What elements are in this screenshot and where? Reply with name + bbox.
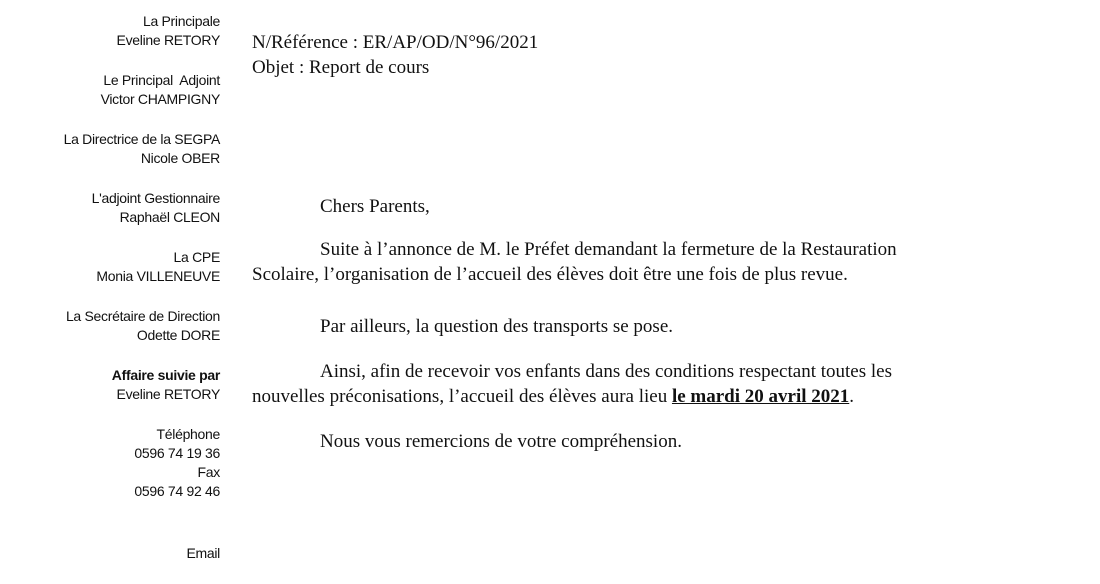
contact-adjoint-gestionnaire xyxy=(0,189,220,227)
paragraph-text: nouvelles préconisations, l’accueil des élèves aura lieu xyxy=(252,386,672,407)
paragraph-text: . xyxy=(849,386,855,407)
contact-name: Raphaël CLEON xyxy=(119,209,220,225)
contact-phone-fax xyxy=(0,425,220,501)
paragraph-3 xyxy=(252,359,1042,409)
contact-role: La Directrice de la SEGPA xyxy=(63,131,220,147)
fax-label: Fax xyxy=(197,464,220,480)
reference-line: N/Référence : ER/AP/OD/N°96/2021 xyxy=(252,32,539,53)
contact-name: Victor CHAMPIGNY xyxy=(100,91,220,107)
contact-name: Eveline RETORY xyxy=(116,386,220,402)
paragraph-4 xyxy=(252,429,1042,454)
contact-cpe xyxy=(0,248,220,286)
contact-directrice-segpa xyxy=(0,130,220,168)
paragraph-line xyxy=(252,384,1042,409)
letter-body xyxy=(252,30,1042,452)
contact-role: La CPE xyxy=(173,249,220,265)
telephone-number: 0596 74 19 36 xyxy=(134,445,220,461)
contact-email xyxy=(0,544,220,563)
contact-principal xyxy=(0,12,220,50)
contact-principal-adjoint xyxy=(0,71,220,109)
contact-role: Le Principal Adjoint xyxy=(103,72,220,88)
paragraph-1 xyxy=(252,237,1042,287)
contact-name: Eveline RETORY xyxy=(116,32,220,48)
email-label: Email xyxy=(186,545,220,561)
contact-role: L'adjoint Gestionnaire xyxy=(91,190,220,206)
paragraph-line: Par ailleurs, la question des transports se pose. xyxy=(320,316,674,337)
contact-role: La Secrétaire de Direction xyxy=(65,308,220,324)
paragraph-line: Ainsi, afin de recevoir vos enfants dans des conditions respectant toutes les xyxy=(320,361,892,382)
letterhead-sidebar xyxy=(0,12,220,584)
contact-name: Odette DORE xyxy=(136,327,220,343)
objet-line: Objet : Report de cours xyxy=(252,57,430,78)
paragraph-line: Suite à l’annonce de M. le Préfet demandant la fermeture de la Restauration xyxy=(320,239,897,260)
affaire-suivie-label: Affaire suivie par xyxy=(111,367,220,383)
paragraph-line: Scolaire, l’organisation de l’accueil des élèves doit être une fois de plus revue. xyxy=(252,264,848,285)
contact-affaire-suivie xyxy=(0,366,220,404)
paragraph-2 xyxy=(252,314,1042,339)
contact-role: La Principale xyxy=(142,13,220,29)
paragraph-line: Nous vous remercions de votre compréhension. xyxy=(320,431,682,452)
telephone-label: Téléphone xyxy=(156,426,220,442)
fax-number: 0596 74 92 46 xyxy=(134,483,220,499)
contact-secretaire xyxy=(0,307,220,345)
salutation: Chers Parents, xyxy=(320,196,430,217)
contact-name: Monia VILLENEUVE xyxy=(96,268,220,284)
date-emphasis: le mardi 20 avril 2021 xyxy=(671,386,850,407)
contact-name: Nicole OBER xyxy=(140,150,220,166)
